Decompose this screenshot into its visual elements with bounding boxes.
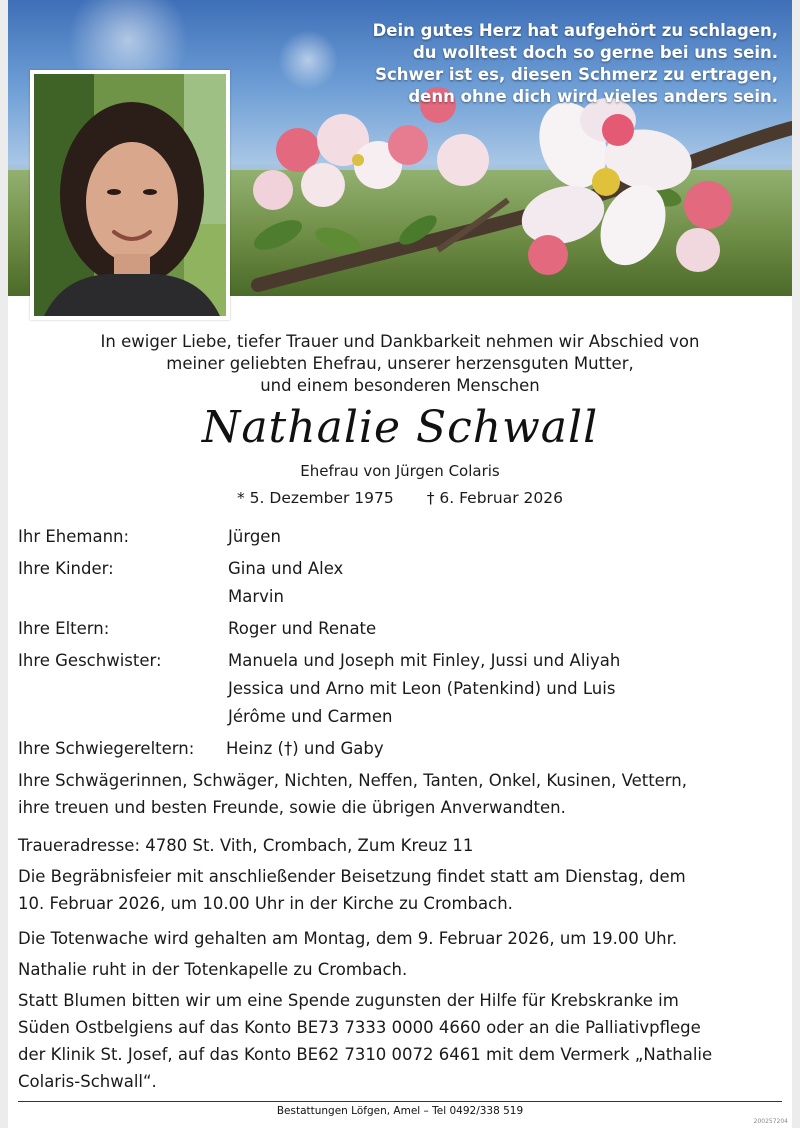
- donation-line: Colaris-Schwall“.: [18, 1072, 157, 1091]
- poem-verse: [308, 20, 778, 108]
- husband-name: Jürgen: [228, 527, 281, 546]
- wake-notice: [18, 925, 786, 952]
- intro-line: In ewiger Liebe, tiefer Trauer und Dankbarkeit nehmen wir Abschied von: [100, 332, 700, 351]
- intro-line: und einem besonderen Menschen: [260, 376, 540, 395]
- siblings-label: Ihre Geschwister:: [18, 651, 162, 670]
- relatives-line: Ihre Schwägerinnen, Schwäger, Nichten, Neffen, Tanten, Onkel, Kusinen, Vettern,: [18, 771, 688, 790]
- donation-line: Statt Blumen bitten wir um eine Spende zugunsten der Hilfe für Krebskranke im: [18, 991, 679, 1010]
- chapel-line: Nathalie ruht in der Totenkapelle zu Crombach.: [18, 960, 408, 979]
- deceased-name: Nathalie Schwall: [201, 402, 599, 453]
- poem-line: denn ohne dich wird vieles anders sein.: [408, 87, 778, 106]
- donation-notice: [18, 987, 786, 1095]
- funeral-home-footer: Bestattungen Löfgen, Amel – Tel 0492/338 519: [276, 1105, 524, 1117]
- spouse-line: Ehefrau von Jürgen Colaris: [300, 462, 500, 480]
- page-edge-right: [792, 0, 800, 1128]
- portrait-photo-frame: [30, 70, 230, 320]
- footer-divider: [18, 1101, 782, 1102]
- portrait-illustration: [34, 74, 226, 316]
- address-line: Traueradresse: 4780 St. Vith, Crombach, Zum Kreuz 11: [18, 836, 474, 855]
- ad-code: 200257204: [753, 1118, 788, 1125]
- parents-label: Ihre Eltern:: [18, 619, 110, 638]
- life-dates: [150, 489, 650, 507]
- poem-line: Schwer ist es, diesen Schmerz zu ertragen,: [375, 65, 778, 84]
- siblings-line: Jérôme und Carmen: [228, 707, 393, 726]
- funeral-line: 10. Februar 2026, um 10.00 Uhr in der Kirche zu Crombach.: [18, 894, 513, 913]
- page-edge-left: [0, 0, 8, 1128]
- poem-line: du wolltest doch so gerne bei uns sein.: [412, 43, 778, 62]
- children-label: Ihre Kinder:: [18, 559, 114, 578]
- wake-line: Die Totenwache wird gehalten am Montag, dem 9. Februar 2026, um 19.00 Uhr.: [18, 929, 678, 948]
- chapel-notice: [18, 956, 786, 983]
- intro-text: [40, 331, 760, 397]
- portrait-photo: [34, 74, 226, 316]
- funeral-notice: [18, 863, 786, 917]
- parents-names: Roger und Renate: [228, 619, 377, 638]
- birth-date: * 5. Dezember 1975: [237, 489, 394, 507]
- intro-line: meiner geliebten Ehefrau, unserer herzensguten Mutter,: [166, 354, 634, 373]
- inlaws-names: Heinz (†) und Gaby: [226, 739, 384, 758]
- husband-label: Ihr Ehemann:: [18, 527, 130, 546]
- inlaws-label: Ihre Schwiegereltern:: [18, 739, 195, 758]
- mourning-address: [18, 832, 786, 859]
- funeral-line: Die Begräbnisfeier mit anschließender Beisetzung findet statt am Dienstag, dem: [18, 867, 686, 886]
- poem-line: Dein gutes Herz hat aufgehört zu schlagen,: [372, 21, 778, 40]
- relatives-line: ihre treuen und besten Freunde, sowie die übrigen Anverwandten.: [18, 798, 566, 817]
- death-date: † 6. Februar 2026: [426, 489, 563, 507]
- donation-line: Süden Ostbelgiens auf das Konto BE73 7333 0000 4660 oder an die Palliativpflege: [18, 1018, 701, 1037]
- children-line: Gina und Alex: [228, 559, 344, 578]
- siblings-line: Manuela und Joseph mit Finley, Jussi und Aliyah: [228, 651, 621, 670]
- relatives-text: [18, 767, 786, 821]
- children-line: Marvin: [228, 587, 284, 606]
- donation-line: der Klinik St. Josef, auf das Konto BE62 7310 0072 6461 mit dem Vermerk „Nathalie: [18, 1045, 713, 1064]
- siblings-line: Jessica und Arno mit Leon (Patenkind) und Luis: [228, 679, 616, 698]
